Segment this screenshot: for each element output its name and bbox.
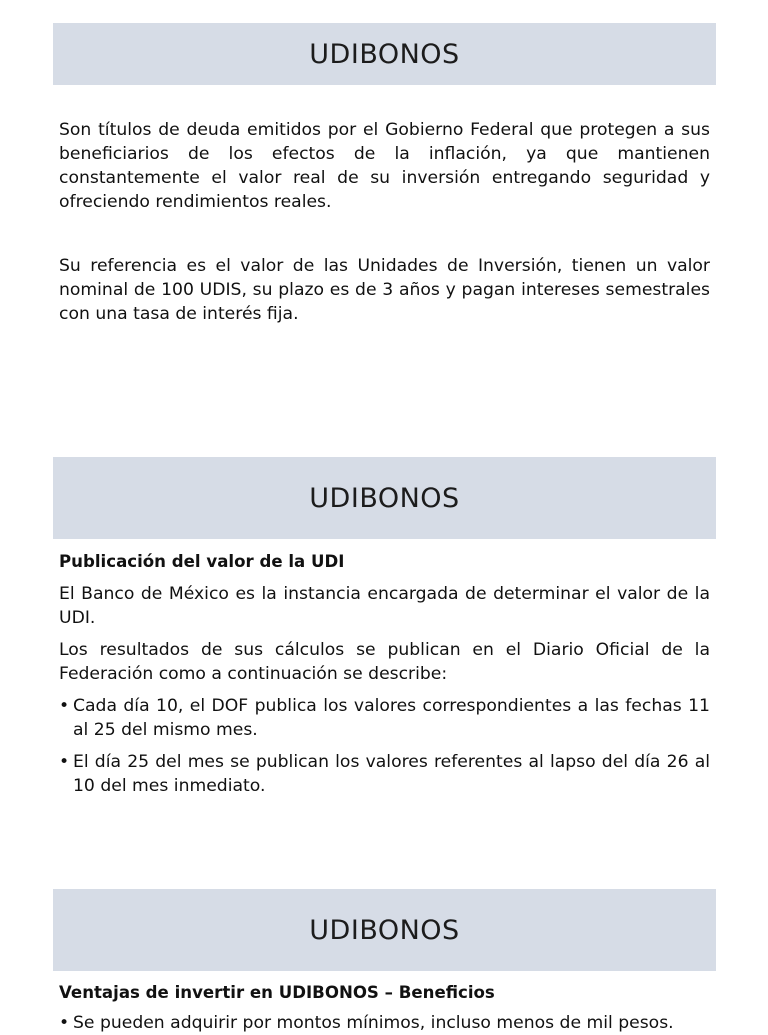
slide-3-title-band bbox=[53, 889, 716, 971]
slide-1-title-band bbox=[53, 23, 716, 85]
slide-3-content bbox=[59, 981, 710, 1035]
slide-2-content bbox=[59, 550, 710, 798]
slide-2-subtitle: Publicación del valor de la UDI bbox=[59, 552, 345, 571]
slide-3-bullet-1: • Se pueden adquirir por montos mínimos, incluso menos de mil pesos. bbox=[59, 1011, 710, 1035]
slide-3-title: UDIBONOS bbox=[309, 914, 460, 946]
slide-2-bullet-list bbox=[59, 694, 710, 798]
slide-2-paragraph-2: Los resultados de sus cálculos se publican en el Diario Oficial de la Federación como a continuación se describe: bbox=[59, 640, 710, 684]
slide-2-title-band bbox=[53, 457, 716, 539]
slide-2-bullet-2: • El día 25 del mes se publican los valores referentes al lapso del día 26 al 10 del mes inmediato. bbox=[59, 750, 710, 798]
slide-2-title: UDIBONOS bbox=[309, 482, 460, 514]
slide-3-bullet-list bbox=[59, 1011, 710, 1035]
slide-1-paragraph-1: Son títulos de deuda emitidos por el Gobierno Federal que protegen a sus beneficiarios de los efectos de la inflación, ya que mantienen constantemente el valor real de su inversión entregando seguridad y ofreciendo rendimientos reales. bbox=[59, 120, 710, 212]
slide-1-content bbox=[59, 118, 710, 326]
slide-2-bullet-1: • Cada día 10, el DOF publica los valores correspondientes a las fechas 11 al 25 del mismo mes. bbox=[59, 694, 710, 742]
slide-2-paragraph-1: El Banco de México es la instancia encargada de determinar el valor de la UDI. bbox=[59, 584, 710, 628]
slide-1-title: UDIBONOS bbox=[309, 38, 460, 70]
slide-1-paragraph-2: Su referencia es el valor de las Unidades de Inversión, tienen un valor nominal de 100 UDIS, su plazo es de 3 años y pagan intereses semestrales con una tasa de interés fija. bbox=[59, 256, 710, 324]
slide-3-subtitle: Ventajas de invertir en UDIBONOS – Beneficios bbox=[59, 983, 495, 1002]
